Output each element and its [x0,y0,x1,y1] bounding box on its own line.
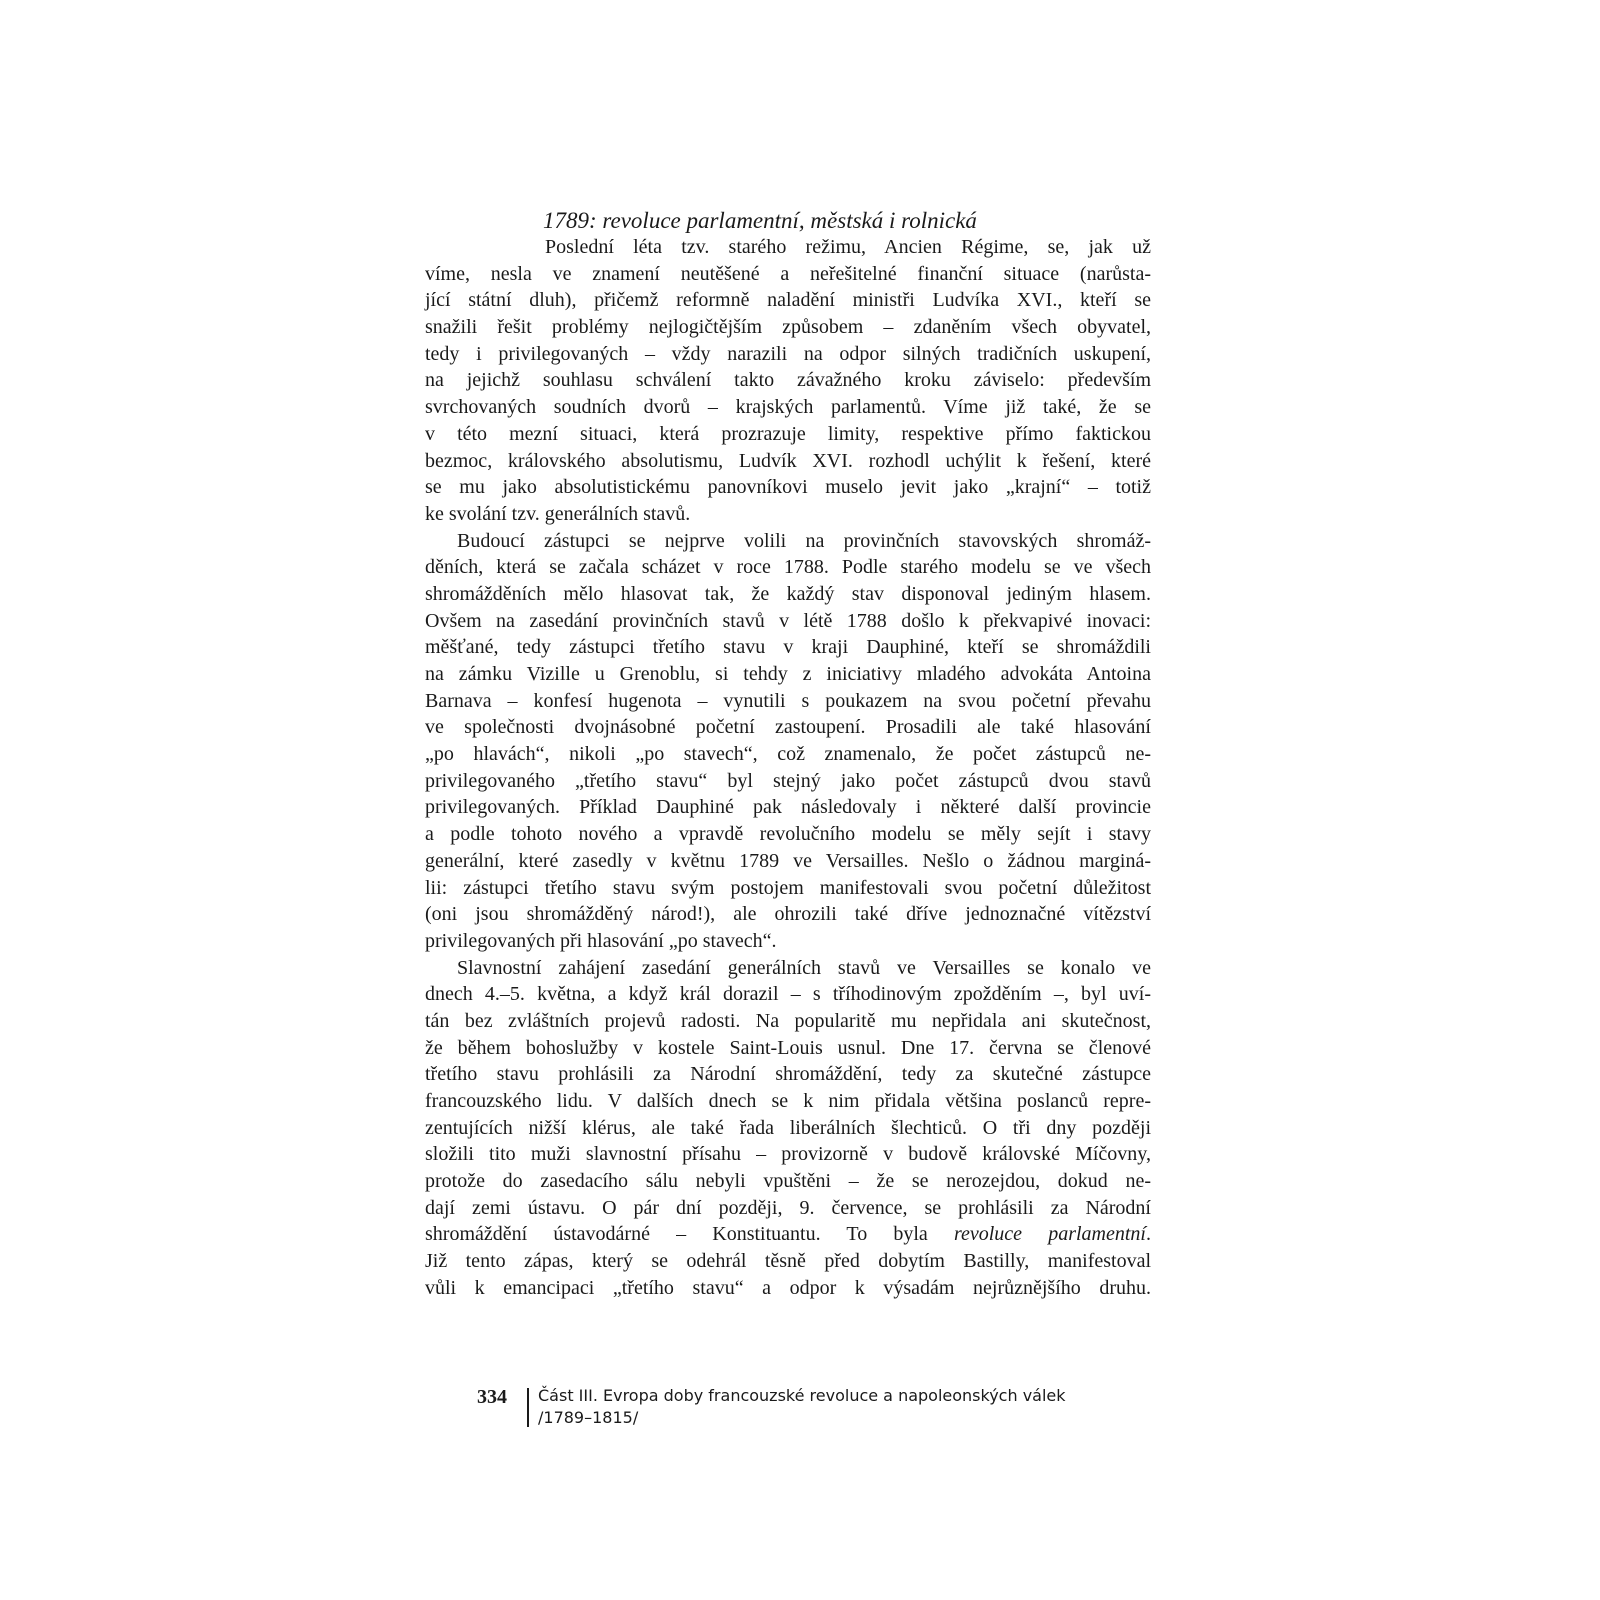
text-line: dnech 4.–5. května, a když král dorazil – s tříhodinovým zpožděním –, byl uví- [425,983,1151,1006]
text-line: složili tito muži slavnostní přísahu – provizorně v budově královské Míčovny, [425,1143,1151,1166]
text-line: jící státní dluh), přičemž reformně naladění ministři Ludvíka XVI., kteří se [425,289,1151,312]
text-line: svrchovaných soudních dvorů – krajských parlamentů. Víme již také, že se [425,396,1151,419]
text-line: dají zemi ústavu. O pár dní později, 9. července, se prohlásili za Národní [425,1196,1151,1219]
text-line: generální, které zasedly v květnu 1789 ve Versailles. Nešlo o žádnou marginá- [425,849,1151,872]
text-line: Poslední léta tzv. starého režimu, Ancien Régime, se, jak už [545,236,1151,258]
text-line: privilegovaných při hlasování „po stavech“. [425,929,777,952]
text-line: vůli k emancipaci „třetího stavu“ a odpor k výsadám nejrůznějšího druhu. [425,1276,1151,1299]
text-line: (oni jsou shromážděný národ!), ale ohrozili také dříve jednoznačné vítězství [425,903,1151,926]
running-title [538,1385,1066,1429]
text-line: snažili řešit problémy nejlogičtějším způsobem – zdaněním všech obyvatel, [425,316,1151,339]
emphasis-text: revoluce parlamentní [953,1223,1146,1246]
text-line: a podle tohoto nového a vpravdě revolučního modelu se měly sejít i stavy [425,823,1151,846]
section-heading: 1789: revoluce parlamentní, městská i rolnická [543,208,977,233]
text-line: privilegovaného „třetího stavu“ byl stejný jako počet zástupců dvou stavů [425,769,1151,792]
text-line: na zámku Vizille u Grenoblu, si tehdy z iniciativy mladého advokáta Antoina [425,663,1151,685]
text-line: privilegovaných. Příklad Dauphiné pak následovaly i některé další provincie [425,796,1151,819]
body-text [425,234,1151,1302]
text-line: Barnava – konfesí hugenota – vynutili s poukazem na svou početní převahu [425,689,1151,712]
text-line-start: shromáždění ústavodárné – Konstituantu. To byla [425,1223,954,1246]
text-line-with-emphasis [425,1221,1151,1248]
text-line: Již tento zápas, který se odehrál těsně před dobytím Bastilly, manifestoval [425,1250,1151,1273]
text-line: děních, která se začala scházet v roce 1788. Podle starého modelu se ve všech [425,556,1151,579]
text-line: zentujících nižší klérus, ale také řada liberálních šlechticů. O tři dny později [425,1116,1151,1139]
text-line: bezmoc, královského absolutismu, Ludvík XVI. rozhodl uchýlit k řešení, které [425,449,1151,472]
footer-divider [527,1388,529,1427]
text-line: francouzského lidu. V dalších dnech se k nim přidala většina poslanců repre- [425,1090,1151,1112]
page-number: 334 [477,1386,507,1408]
running-title-line: Část III. Evropa doby francouzské revoluce a napoleonských válek [538,1386,1066,1405]
text-line: „po hlavách“, nikoli „po stavech“, což znamenalo, že počet zástupců ne- [425,743,1151,766]
text-line: se mu jako absolutistickému panovníkovi muselo jevit jako „krajní“ – totiž [425,476,1151,499]
text-line: víme, nesla ve znamení neutěšené a neřešitelné finanční situace (narůsta- [425,262,1151,285]
running-title-line: /1789–1815/ [538,1408,639,1427]
text-line: že během bohoslužby v kostele Saint-Louis usnul. Dne 17. června se členové [425,1036,1151,1059]
text-line: tán bez zvláštních projevů radosti. Na popularitě mu nepřidala ani skutečnost, [425,1009,1151,1032]
text-line: shromážděních mělo hlasovat tak, že každý stav disponoval jediným hlasem. [425,582,1151,605]
text-line: na jejichž souhlasu schválení takto závažného kroku záviselo: především [425,369,1151,392]
text-line: měšťané, tedy zástupci třetího stavu v kraji Dauphiné, kteří se shromáždili [425,636,1151,659]
text-line: třetího stavu prohlásili za Národní shromáždění, tedy za skutečné zástupce [425,1063,1151,1086]
text-line: ke svolání tzv. generálních stavů. [425,502,691,525]
text-line: Budoucí zástupci se nejprve volili na provinčních stavovských shromáž- [457,529,1151,552]
text-line: ve společnosti dvojnásobné početní zastoupení. Prosadili ale také hlasování [425,716,1151,739]
text-line: protože do zasedacího sálu nebyli vpuštěni – že se nerozejdou, dokud ne- [425,1170,1151,1193]
text-line-end: . [1145,1223,1151,1246]
text-line: tedy i privilegovaných – vždy narazili na odpor silných tradičních uskupení, [425,342,1151,365]
text-line: lii: zástupci třetího stavu svým postojem manifestovali svou početní důležitost [425,876,1151,899]
text-line: Slavnostní zahájení zasedání generálních stavů ve Versailles se konalo ve [457,956,1151,979]
text-line: Ovšem na zasedání provinčních stavů v létě 1788 došlo k překvapivé inovaci: [425,609,1151,632]
text-line: v této mezní situaci, která prozrazuje limity, respektive přímo faktickou [425,422,1151,445]
